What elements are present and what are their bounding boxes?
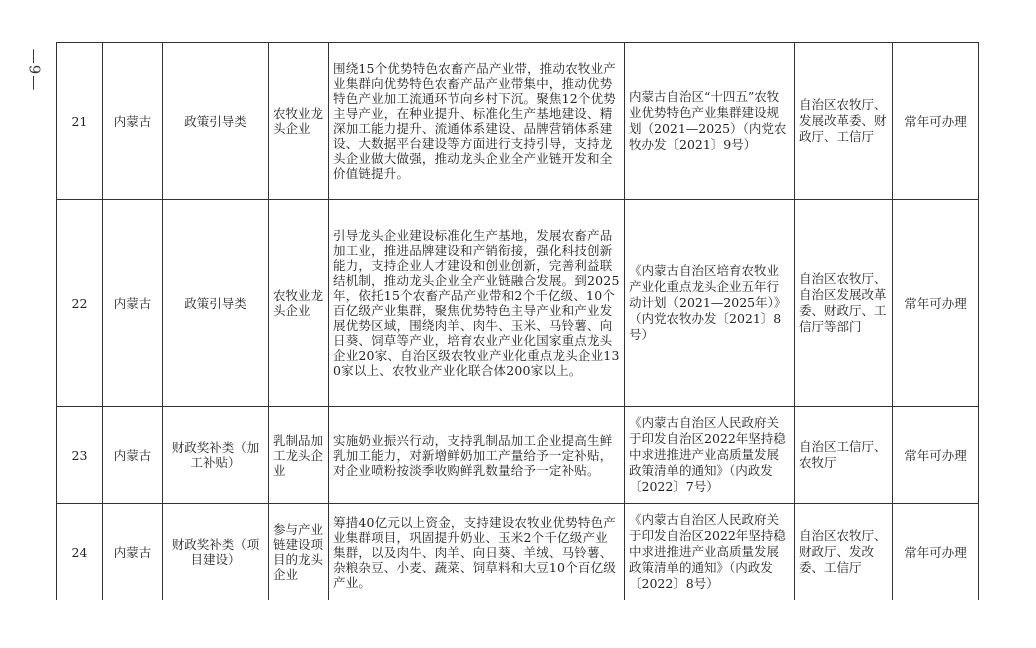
department-cell: 自治区农牧厅、自治区发展改革委、财政厅、工信厅等部门	[795, 200, 893, 407]
page-number	[22, 40, 46, 100]
content-cell: 围绕15个优势特色农畜产品产业带，推动农牧业产业集群向优势特色农畜产品产业带集中，推动优势特色产业加工流通环节向乡村下沉。聚焦12个优势主导产业，在种业提升、标准化生产基地建设、精深加工能力提升、流通体系建设、品牌营销体系建设、大数据平台建设等方面进行支持引导，支持龙头企业做大做强，推动龙头企业全产业链开发和全价值链提升。	[329, 43, 625, 200]
row-number: 21	[57, 43, 103, 200]
time-cell: 常年可办理	[893, 504, 979, 601]
policy-table	[56, 42, 979, 600]
department-cell: 自治区农牧厅、发展改革委、财政厅、工信厅	[795, 43, 893, 200]
target-cell: 农牧业龙头企业	[269, 43, 329, 200]
target-cell: 参与产业链建设项目的龙头企业	[269, 504, 329, 601]
content-cell: 实施奶业振兴行动，支持乳制品加工企业提高生鲜乳加工能力，对新增鲜奶加工产量给予一定补贴，对企业喷粉按淡季收购鲜乳数量给予一定补贴。	[329, 407, 625, 504]
table-row	[57, 200, 979, 407]
basis-cell: 内蒙古自治区“十四五”农牧业优势特色产业集群建设规划（2021—2025）（内党农牧办发〔2021〕9号）	[625, 43, 795, 200]
content-cell: 筹措40亿元以上资金，支持建设农牧业优势特色产业集群项目，巩固提升奶业、玉米2个千亿级产业集群，以及肉牛、肉羊、向日葵、羊绒、马铃薯、杂粮杂豆、小麦、蔬菜、饲草料和大豆10个百亿级产业。	[329, 504, 625, 601]
table-row	[57, 504, 979, 601]
time-cell: 常年可办理	[893, 43, 979, 200]
table-row	[57, 407, 979, 504]
row-number: 23	[57, 407, 103, 504]
time-cell: 常年可办理	[893, 200, 979, 407]
basis-cell: 《内蒙古自治区培育农牧业产业化重点龙头企业五年行动计划（2021—2025年）》（内党农牧办发〔2021〕8号）	[625, 200, 795, 407]
page-number-text: —9—	[25, 48, 44, 92]
department-cell: 自治区农牧厅、财政厅、发改委、工信厅	[795, 504, 893, 601]
basis-cell: 《内蒙古自治区人民政府关于印发自治区2022年坚持稳中求进推进产业高质量发展政策清单的通知》（内政发〔2022〕8号）	[625, 504, 795, 601]
category-cell: 政策引导类	[163, 200, 269, 407]
category-cell: 政策引导类	[163, 43, 269, 200]
basis-cell: 《内蒙古自治区人民政府关于印发自治区2022年坚持稳中求进推进产业高质量发展政策清单的通知》（内政发〔2022〕7号）	[625, 407, 795, 504]
table-row	[57, 43, 979, 200]
row-number: 24	[57, 504, 103, 601]
row-number: 22	[57, 200, 103, 407]
content-cell: 引导龙头企业建设标准化生产基地，发展农畜产品加工业，推进品牌建设和产销衔接，强化科技创新能力，支持企业人才建设和创业创新，完善利益联结机制，推动龙头企业全产业链融合发展。到2025年，依托15个农畜产品产业带和2个千亿级、10个百亿级产业集群，聚焦优势特色主导产业和产业发展优势区域，围绕肉羊、肉牛、玉米、马铃薯、向日葵、饲草等产业，培育农业产业化国家重点龙头企业20家、自治区级农牧业产业化重点龙头企业130家以上、农牧业产业化联合体200家以上。	[329, 200, 625, 407]
time-cell: 常年可办理	[893, 407, 979, 504]
region-cell: 内蒙古	[103, 407, 163, 504]
department-cell: 自治区工信厅、农牧厅	[795, 407, 893, 504]
category-cell: 财政奖补类（项目建设）	[163, 504, 269, 601]
category-cell: 财政奖补类（加工补贴）	[163, 407, 269, 504]
region-cell: 内蒙古	[103, 200, 163, 407]
target-cell: 乳制品加工龙头企业	[269, 407, 329, 504]
region-cell: 内蒙古	[103, 504, 163, 601]
region-cell: 内蒙古	[103, 43, 163, 200]
target-cell: 农牧业龙头企业	[269, 200, 329, 407]
